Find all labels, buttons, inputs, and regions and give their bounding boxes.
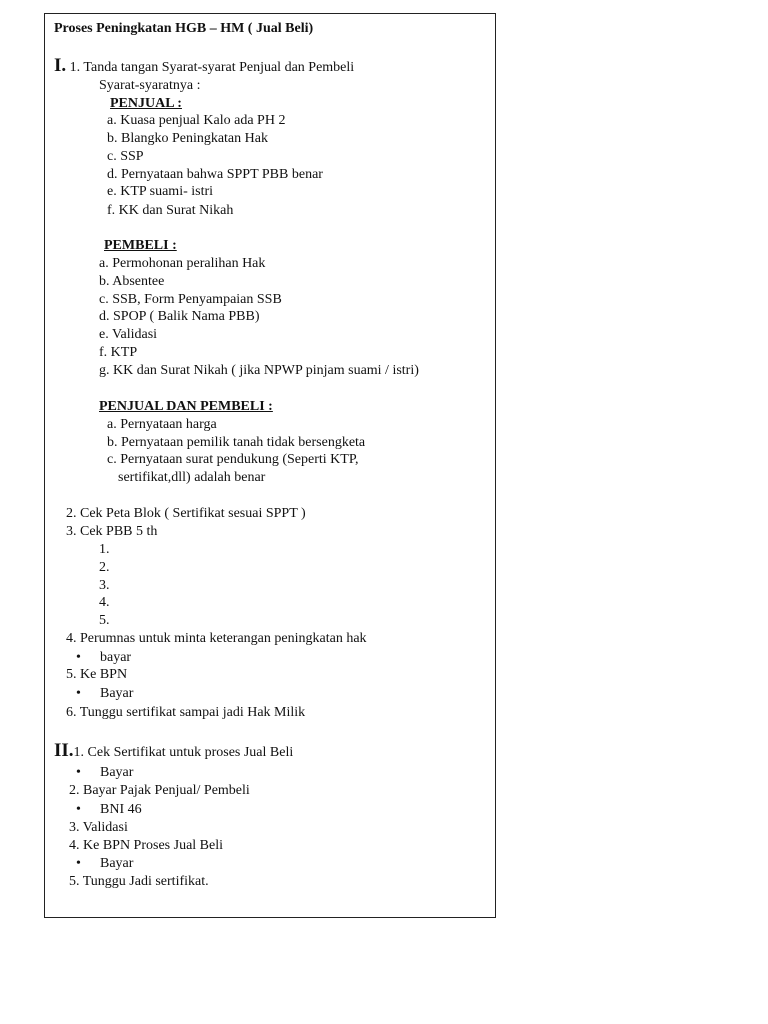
bullet-line <box>76 855 133 873</box>
penjual-pembeli-item: b. Pernyataan pemilik tanah tidak bersengketa <box>107 435 366 450</box>
section-2-roman: II. <box>54 740 74 761</box>
section-1-line <box>54 57 354 77</box>
pembeli-item: c. SSB, Form Penyampaian SSB <box>99 292 282 307</box>
penjual-item: a. Kuasa penjual Kalo ada PH 2 <box>107 113 286 128</box>
pbb-year-item: 2. <box>99 560 110 575</box>
penjual-pembeli-item-continuation: sertifikat,dll) adalah benar <box>118 470 266 485</box>
section-2-item-1: 1. Cek Sertifikat untuk proses Jual Beli <box>73 745 294 760</box>
pembeli-item: d. SPOP ( Balik Nama PBB) <box>99 309 260 324</box>
bullet-line <box>76 801 142 819</box>
section-1-roman: I. <box>54 55 67 76</box>
penjual-item: f. KK dan Surat Nikah <box>107 203 234 218</box>
pbb-year-item: 4. <box>99 595 110 610</box>
pbb-year-item: 3. <box>99 578 110 593</box>
penjual-item: c. SSP <box>107 149 144 164</box>
bullet-text: BNI 46 <box>100 802 142 817</box>
pembeli-item: b. Absentee <box>99 274 165 289</box>
bullet-line <box>76 764 133 782</box>
pembeli-item: a. Permohonan peralihan Hak <box>99 256 266 271</box>
pembeli-heading: PEMBELI : <box>104 238 177 253</box>
section-1-item-2: 2. Cek Peta Blok ( Sertifikat sesuai SPPT ) <box>66 506 306 521</box>
section-2-item-2: 2. Bayar Pajak Penjual/ Pembeli <box>69 783 250 798</box>
penjual-item: b. Blangko Peningkatan Hak <box>107 131 268 146</box>
document-title: Proses Peningkatan HGB – HM ( Jual Beli) <box>54 21 314 36</box>
syarat-label: Syarat-syaratnya : <box>99 78 201 93</box>
section-2-item-5: 5. Tunggu Jadi sertifikat. <box>69 874 209 889</box>
bullet-text: Bayar <box>100 686 134 701</box>
penjual-pembeli-heading: PENJUAL DAN PEMBELI : <box>99 399 273 414</box>
pbb-year-item: 5. <box>99 613 110 628</box>
bullet-text: Bayar <box>100 856 134 871</box>
penjual-item: d. Pernyataan bahwa SPPT PBB benar <box>107 167 323 182</box>
section-1-item-3: 3. Cek PBB 5 th <box>66 524 158 539</box>
bullet-icon: • <box>76 650 81 665</box>
section-2-item-4: 4. Ke BPN Proses Jual Beli <box>69 838 223 853</box>
section-1-item-5: 5. Ke BPN <box>66 667 128 682</box>
bullet-icon: • <box>76 765 81 780</box>
bullet-line <box>76 685 133 703</box>
pembeli-item: e. Validasi <box>99 327 158 342</box>
penjual-item: e. KTP suami- istri <box>107 184 214 199</box>
bullet-line <box>76 649 131 667</box>
section-1-item-1: 1. Tanda tangan Syarat-syarat Penjual dan Pembeli <box>69 60 355 75</box>
bullet-text: Bayar <box>100 765 134 780</box>
bullet-icon: • <box>76 686 81 701</box>
penjual-pembeli-item: a. Pernyataan harga <box>107 417 217 432</box>
section-1-item-6: 6. Tunggu sertifikat sampai jadi Hak Milik <box>66 705 306 720</box>
section-2-line <box>54 742 293 762</box>
penjual-pembeli-item: c. Pernyataan surat pendukung (Seperti KTP, <box>107 452 359 467</box>
pembeli-item: g. KK dan Surat Nikah ( jika NPWP pinjam suami / istri) <box>99 363 419 378</box>
section-1-item-4: 4. Perumnas untuk minta keterangan peningkatan hak <box>66 631 367 646</box>
bullet-icon: • <box>76 802 81 817</box>
pbb-year-item: 1. <box>99 542 110 557</box>
pembeli-item: f. KTP <box>99 345 138 360</box>
penjual-heading: PENJUAL : <box>110 96 182 111</box>
bullet-icon: • <box>76 856 81 871</box>
bullet-text: bayar <box>100 650 132 665</box>
section-2-item-3: 3. Validasi <box>69 820 128 835</box>
